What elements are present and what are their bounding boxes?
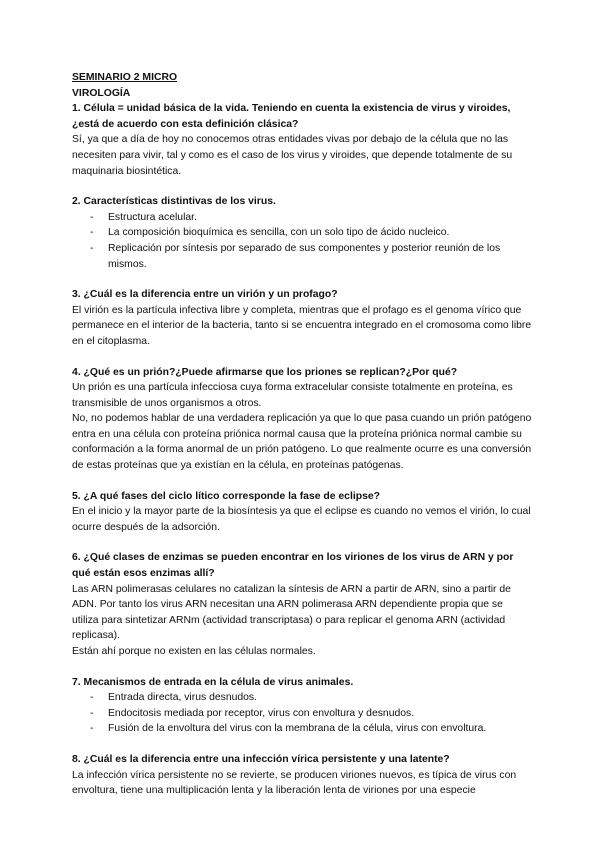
question-heading: 3. ¿Cuál es la diferencia entre un virión y un profago? — [72, 289, 338, 301]
document-title: SEMINARIO 2 MICRO — [72, 72, 178, 83]
question-heading: 5. ¿A qué fases del ciclo lítico corresponde la fase de eclipse? — [72, 490, 380, 502]
bullet-list — [72, 690, 532, 737]
answer-paragraph: Sí, ya que a día de hoy no conocemos otras entidades vivas por debajo de la célula que no las necesiten para vivir, tal y como es el caso de los virus y viroides, que depende totalmente de su maquinaria biosintética. — [72, 134, 513, 177]
document-page — [72, 70, 532, 814]
question-heading: 6. ¿Qué clases de enzimas se pueden encontrar en los viriones de los virus de ARN y por qué están esos enzimas allí? — [72, 552, 514, 580]
answer-paragraph: Un prión es una partícula infecciosa cuya forma extracelular consiste totalmente en proteína, es transmisible de unos organismos a otros. — [72, 382, 513, 409]
list-item: - Estructura acelular. — [72, 210, 532, 226]
list-item: - Endocitosis mediada por receptor, virus con envoltura y desnudos. — [72, 706, 532, 722]
section-3 — [72, 287, 532, 349]
answer-paragraph: El virión es la partícula infectiva libre y completa, mientras que el profago es el genoma vírico que permanece en el interior de la bacteria, tanto si se encuentra integrado en el cromosoma como libre en el citoplasma. — [72, 304, 532, 347]
section-7 — [72, 675, 532, 737]
list-item: - Replicación por síntesis por separado de sus componentes y posterior reunión de los mismos. — [72, 241, 532, 272]
section-5 — [72, 489, 532, 536]
list-item: - La composición bioquímica es sencilla, con un solo tipo de ácido nucleico. — [72, 225, 532, 241]
list-item: - Fusión de la envoltura del virus con la membrana de la célula, virus con envoltura. — [72, 721, 532, 737]
question-heading: 8. ¿Cuál es la diferencia entre una infección vírica persistente y una latente? — [72, 753, 450, 765]
answer-paragraph: Están ahí porque no existen en las células normales. — [72, 646, 316, 657]
answer-paragraph: En el inicio y la mayor parte de la biosíntesis ya que el eclipse es cuando no vemos el virión, lo cual ocurre después de la adsorción. — [72, 506, 531, 533]
question-heading: 1. Célula = unidad básica de la vida. Teniendo en cuenta la existencia de virus y viroides, ¿está de acuerdo con esta definición clásica? — [72, 103, 511, 130]
question-heading: 7. Mecanismos de entrada en la célula de virus animales. — [72, 676, 354, 688]
list-item: - Entrada directa, virus desnudos. — [72, 690, 532, 706]
question-heading: 2. Características distintivas de los virus. — [72, 196, 276, 208]
answer-paragraph: No, no podemos hablar de una verdadera replicación ya que lo que pasa cuando un prión patógeno entra en una célula con proteína priónica normal causa que la proteína priónica normal cambie su conformación a la forma anormal de un prión patógeno. Lo que realmente ocurre es una conversión de estas proteínas que ya existían en la célula, en proteínas patógenas. — [72, 413, 532, 472]
document-subtitle: VIROLOGÍA — [72, 87, 131, 99]
section-2 — [72, 194, 532, 272]
question-heading: 4. ¿Qué es un prión?¿Puede afirmarse que los priones se replican?¿Por qué? — [72, 366, 458, 378]
bullet-list — [72, 210, 532, 272]
section-1 — [72, 101, 532, 179]
section-4 — [72, 365, 532, 474]
section-6 — [72, 550, 532, 659]
answer-paragraph: Las ARN polimerasas celulares no catalizan la síntesis de ARN a partir de ARN, sino a partir de ADN. Por tanto los virus ARN necesitan una ARN polimerasa ARN dependiente propia que se utiliza para sintetizar ARNm (actividad transcriptasa) o para replicar el genoma ARN (actividad replicasa). — [72, 583, 511, 642]
answer-paragraph: La infección vírica persistente no se revierte, se producen viriones nuevos, es típica de virus con envoltura, tiene una multiplicación lenta y la liberación lenta de viriones por una especie — [72, 769, 517, 797]
section-8 — [72, 752, 532, 799]
